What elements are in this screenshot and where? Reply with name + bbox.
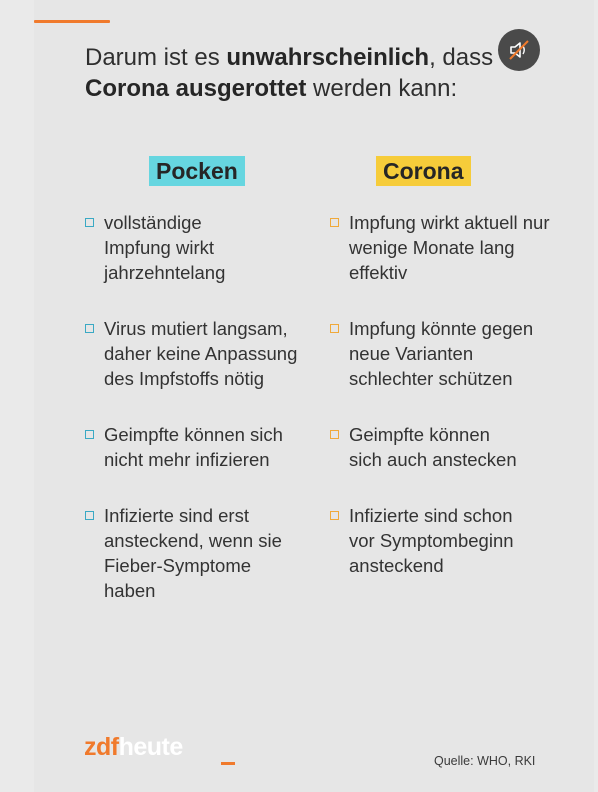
- square-bullet-icon: [330, 324, 339, 333]
- corona-list: [330, 210, 560, 578]
- square-bullet-icon: [330, 218, 339, 227]
- column-title-pocken: Pocken: [149, 156, 245, 186]
- list-item: Infizierte sind erst ansteckend, wenn sie Fieber-Symptome haben: [85, 503, 289, 603]
- headline-text: werden kann:: [306, 75, 458, 102]
- square-bullet-icon: [330, 511, 339, 520]
- headline-text: , dass: [429, 44, 494, 71]
- list-item: Impfung wirkt aktuell nur wenige Monate lang effektiv: [330, 210, 564, 285]
- square-bullet-icon: [85, 324, 94, 333]
- headline-text: Darum ist es: [85, 44, 227, 71]
- logo-underscore: [221, 762, 235, 765]
- zdfheute-logo: zdfheute: [84, 733, 183, 762]
- headline: [85, 42, 505, 104]
- list-item: Impfung könnte gegen neue Varianten schlechter schützen: [330, 316, 549, 391]
- square-bullet-icon: [85, 218, 94, 227]
- list-item: Geimpfte können sich nicht mehr infizieren: [85, 422, 289, 472]
- source-note: Quelle: WHO, RKI: [434, 754, 536, 768]
- square-bullet-icon: [330, 430, 339, 439]
- accent-line: [34, 20, 110, 23]
- headline-bold: Corona ausgerottet: [85, 75, 307, 102]
- list-item: Virus mutiert langsam, daher keine Anpassung des Impfstoffs nötig: [85, 316, 309, 391]
- speaker-muted-icon: [506, 37, 532, 63]
- column-title-corona: Corona: [376, 156, 471, 186]
- headline-bold: unwahrscheinlich: [226, 44, 430, 71]
- list-item: Geimpfte können sich auch anstecken: [330, 422, 524, 472]
- pocken-list: [85, 210, 310, 603]
- list-item: Infizierte sind schon vor Symptombeginn ansteckend: [330, 503, 519, 578]
- square-bullet-icon: [85, 511, 94, 520]
- square-bullet-icon: [85, 430, 94, 439]
- list-item: vollständige Impfung wirkt jahrzehntelang: [85, 210, 264, 285]
